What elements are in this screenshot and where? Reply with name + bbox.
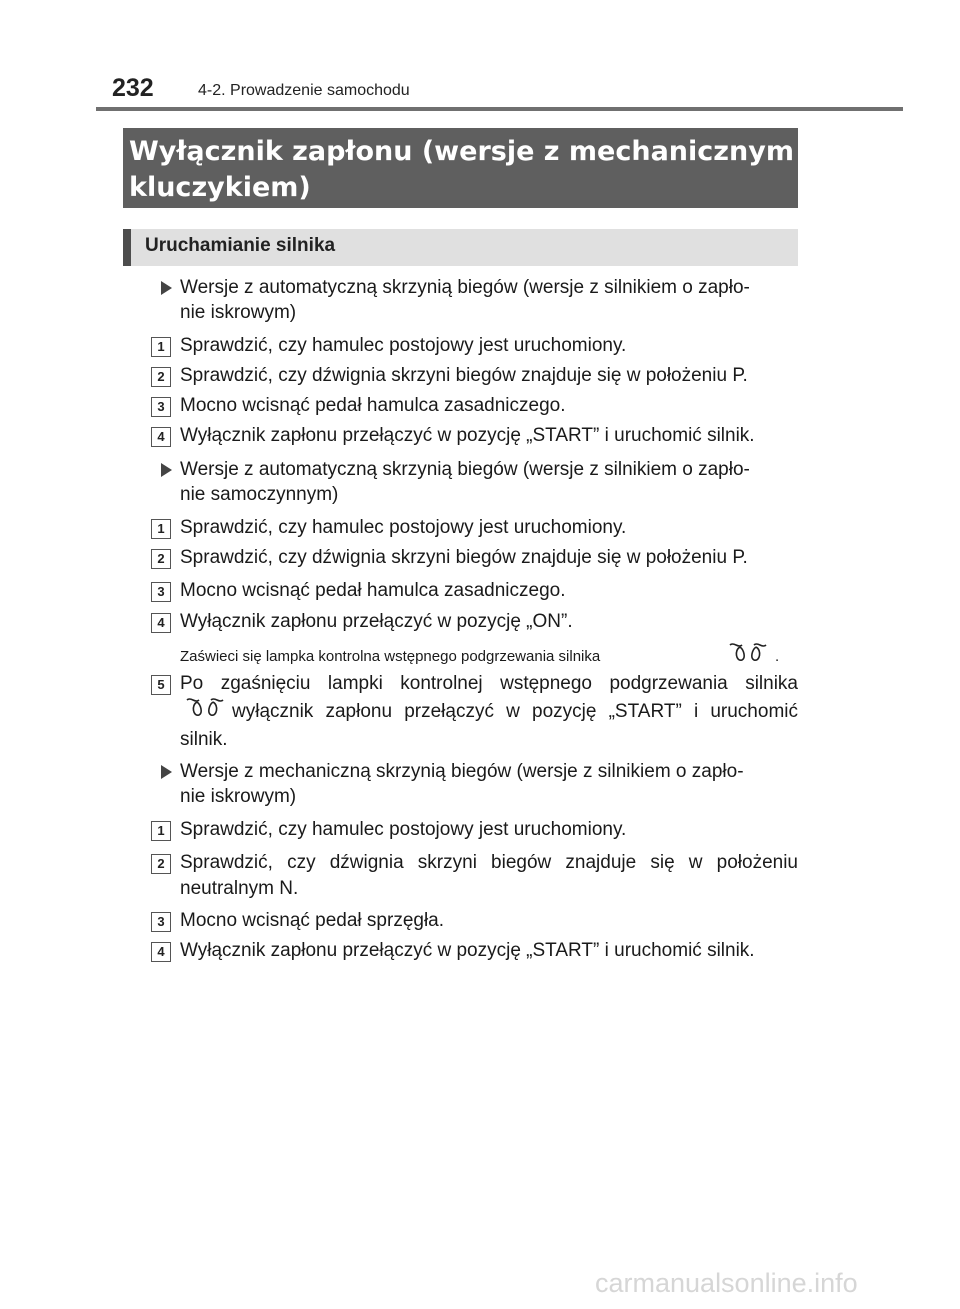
section3-step1: Sprawdzić, czy hamulec postojowy jest uruchomiony. (180, 819, 627, 840)
subheading: Uruchamianie silnika (145, 235, 336, 256)
section2-bullet-line1: Wersje z automatyczną skrzynią biegów (wersje z silnikiem o zapło- (180, 459, 750, 480)
step-number: 2 (151, 854, 171, 874)
glow-note-text: Zaświeci się lampka kontrolna wstępnego podgrzewania silnika (180, 648, 601, 665)
section-path: 4-2. Prowadzenie samochodu (198, 82, 410, 99)
section3-step2-line1: Sprawdzić, czy dźwignia skrzyni biegów znajduje się w położeniu (180, 852, 798, 873)
section1-bullet-line1: Wersje z automatyczną skrzynią biegów (wersje z silnikiem o zapło- (180, 277, 750, 298)
section2-step5-line1: Po zgaśnięciu lampki kontrolnej wstępnego podgrzewania silnika (180, 673, 798, 694)
section1-step3: Mocno wcisnąć pedał hamulca zasadniczego. (180, 395, 566, 416)
title-line-2: kluczykiem) (129, 172, 311, 203)
section3-step2-line2: neutralnym N. (180, 878, 299, 899)
section2-step5-line2: wyłącznik zapłonu przełączyć w pozycję „START” i uruchomić (232, 701, 798, 722)
section2-step3: Mocno wcisnąć pedał hamulca zasadniczego. (180, 580, 566, 601)
bullet-triangle-icon (161, 463, 172, 477)
watermark: carmanualsonline.info (595, 1268, 858, 1298)
section3-step3: Mocno wcisnąć pedał sprzęgła. (180, 910, 445, 931)
step-number: 5 (151, 675, 171, 695)
section1-step2: Sprawdzić, czy dźwignia skrzyni biegów znajduje się w położeniu P. (180, 365, 748, 386)
section3-bullet-line2: nie iskrowym) (180, 786, 297, 807)
glow-note-end: . (775, 648, 780, 665)
title-line-1: Wyłącznik zapłonu (wersje z mechanicznym (129, 136, 794, 167)
step-number: 1 (151, 519, 171, 539)
section2-bullet-line2: nie samoczynnym) (180, 484, 339, 505)
section3-bullet-line1: Wersje z mechaniczną skrzynią biegów (wersje z silnikiem o zapło- (180, 761, 744, 782)
bullet-triangle-icon (161, 765, 172, 779)
section1-step4: Wyłącznik zapłonu przełączyć w pozycję „START” i uruchomić silnik. (180, 425, 755, 446)
step-number: 3 (151, 912, 171, 932)
section2-step5-line3: silnik. (180, 729, 228, 750)
step-number: 4 (151, 942, 171, 962)
section2-step4: Wyłącznik zapłonu przełączyć w pozycję „ON”. (180, 611, 573, 632)
page-number: 232 (112, 74, 154, 102)
section3-step4: Wyłącznik zapłonu przełączyć w pozycję „START” i uruchomić silnik. (180, 940, 755, 961)
step-number: 3 (151, 397, 171, 417)
step-number: 1 (151, 821, 171, 841)
step-number: 3 (151, 582, 171, 602)
step-number: 2 (151, 367, 171, 387)
step-number: 4 (151, 427, 171, 447)
bullet-triangle-icon (161, 281, 172, 295)
step-number: 1 (151, 337, 171, 357)
step-number: 4 (151, 613, 171, 633)
glow-plug-indicator-icon (728, 642, 768, 664)
section1-bullet-line2: nie iskrowym) (180, 302, 297, 323)
section2-step2: Sprawdzić, czy dźwignia skrzyni biegów znajduje się w położeniu P. (180, 547, 748, 568)
glow-plug-indicator-icon (185, 697, 225, 719)
section2-step1: Sprawdzić, czy hamulec postojowy jest uruchomiony. (180, 517, 627, 538)
step-number: 2 (151, 549, 171, 569)
glow-note (180, 645, 600, 669)
section1-step1: Sprawdzić, czy hamulec postojowy jest uruchomiony. (180, 335, 627, 356)
